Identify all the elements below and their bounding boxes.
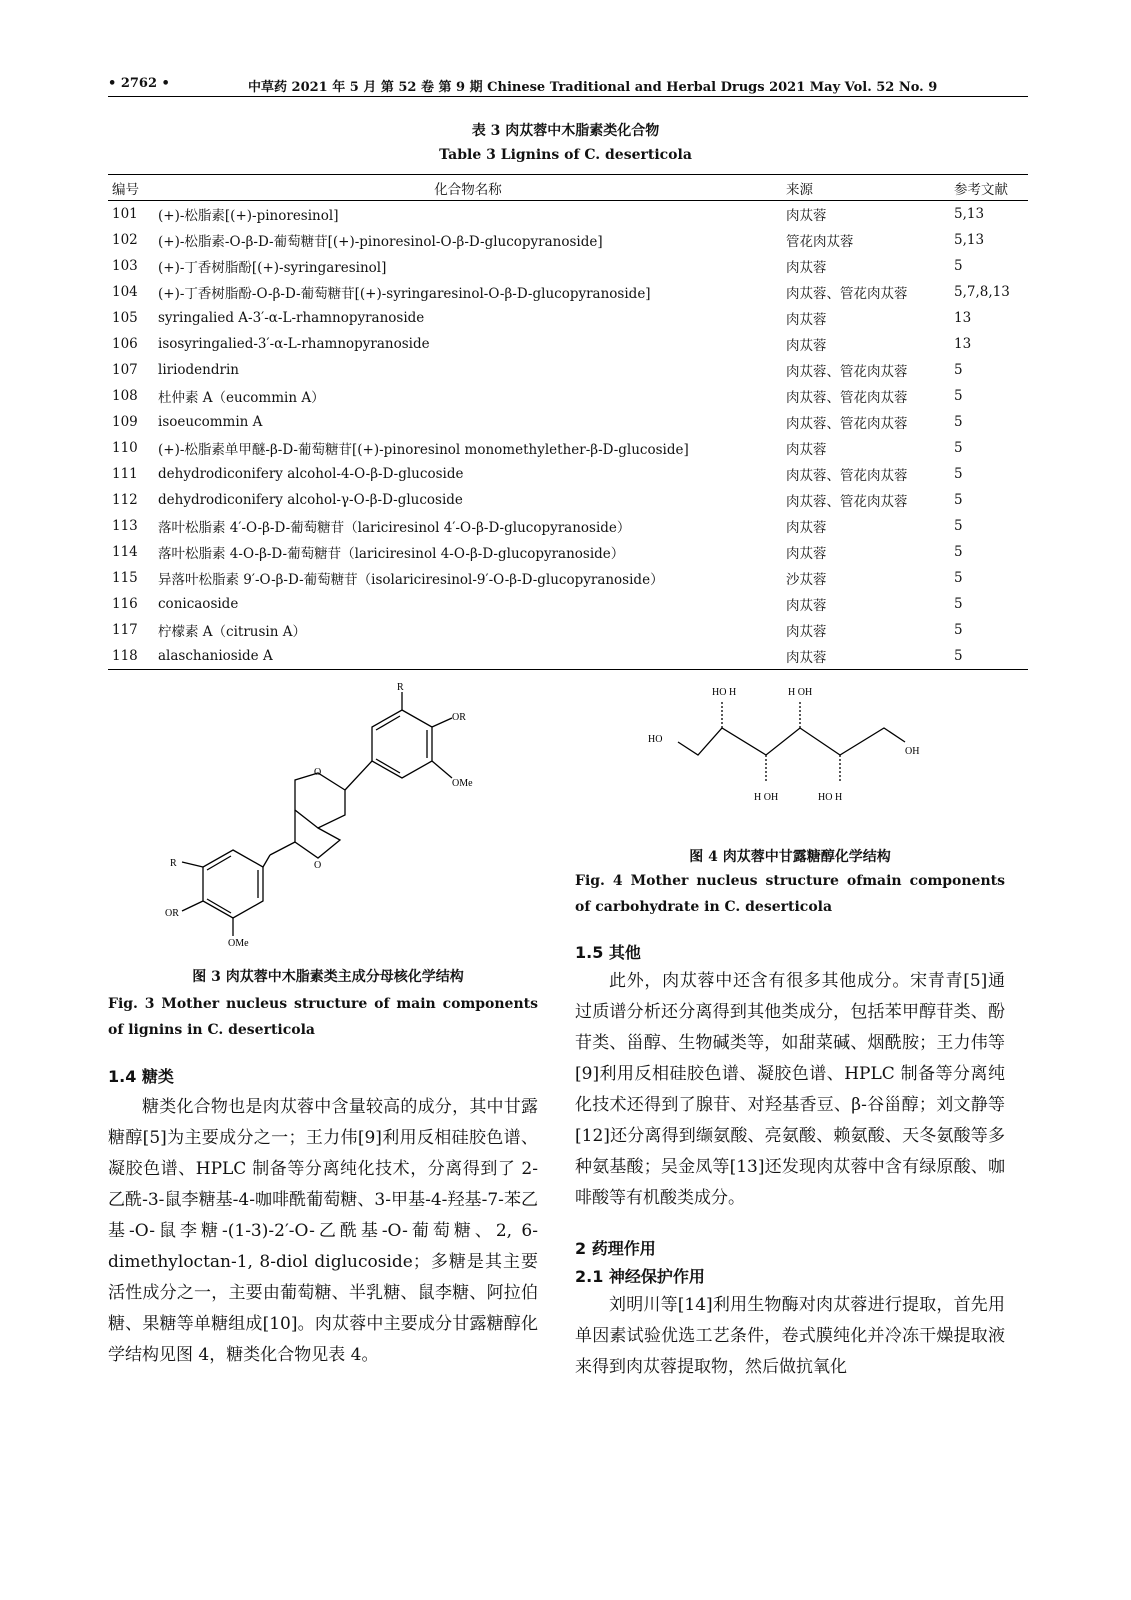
cell-reference: 5 <box>950 643 1028 670</box>
section-2-1-title: 2.1 神经保护作用 <box>575 1267 705 1286</box>
cell-no: 103 <box>112 258 138 274</box>
cell-reference: 13 <box>954 336 972 352</box>
table-row <box>108 357 1028 383</box>
section-2-title: 2 药理作用 <box>575 1239 656 1258</box>
cell-source: 肉苁蓉 <box>786 624 827 640</box>
cell-source: 肉苁蓉、管花肉苁蓉 <box>786 286 908 302</box>
fig3-label-ome-right: OMe <box>452 778 473 789</box>
col-header-no: 编号 <box>108 175 154 201</box>
cell-no: 113 <box>112 518 138 534</box>
cell-reference: 5 <box>954 544 963 560</box>
cell-no: 109 <box>112 414 138 430</box>
section-1-5-title: 1.5 其他 <box>575 943 641 962</box>
cell-no: 101 <box>112 206 138 222</box>
fig4-label-hoh-1: HO H <box>712 687 737 698</box>
fig3-label-or-left: OR <box>165 908 179 919</box>
cell-source: 肉苁蓉 <box>786 260 827 276</box>
table-row <box>108 383 1028 409</box>
cell-reference: 5,13 <box>954 206 985 222</box>
cell-compound-name: syringalied A-3′-α-L-rhamnopyranoside <box>158 310 425 326</box>
fig4-label-hoh2-1: H OH <box>788 687 813 698</box>
table-row <box>108 643 1028 670</box>
section-1-5-text: 此外，肉苁蓉中还含有很多其他成分。宋青青[5]通过质谱分析还分离得到其他类成分，包括苯甲醇苷类、酚苷类、甾醇、生物碱类等，如甜菜碱、烟酰胺；王力伟等[9]利用反相硅胶色谱、凝胶色谱、HPLC 制备等分离纯化技术还得到了腺苷、对羟基香豆、β-谷甾醇；刘文静等[12]还分离得到缬氨酸、亮氨酸、赖氨酸、天冬氨酸等多种氨基酸；吴金凤等[13]还发现肉苁蓉中含有绿原酸、咖啡酸等有机酸类成分。 <box>575 971 1005 1208</box>
cell-compound-name: 异落叶松脂素 9′-O-β-D-葡萄糖苷（isolariciresinol-9′-O-β-D-glucopyranoside） <box>158 572 664 588</box>
cell-reference: 13 <box>954 310 972 326</box>
table-row <box>108 253 1028 279</box>
cell-reference: 5 <box>954 362 963 378</box>
cell-source: 肉苁蓉、管花肉苁蓉 <box>786 494 908 510</box>
cell-reference: 5 <box>954 622 963 638</box>
cell-compound-name: (+)-松脂素单甲醚-β-D-葡萄糖苷[(+)-pinoresinol monomethylether-β-D-glucoside] <box>158 442 689 458</box>
section-1-4-title: 1.4 糖类 <box>108 1067 174 1086</box>
cell-no: 116 <box>112 596 138 612</box>
col-header-name: 化合物名称 <box>154 175 782 201</box>
fig4-structure <box>640 680 940 810</box>
cell-no: 114 <box>112 544 138 560</box>
table-caption-en: Table 3 Lignins of C. deserticola <box>439 147 692 163</box>
cell-no: 105 <box>112 310 138 326</box>
fig3-label-ome-bottom: OMe <box>228 938 249 949</box>
table-row <box>108 279 1028 305</box>
cell-source: 肉苁蓉 <box>782 643 950 670</box>
cell-source: 沙苁蓉 <box>786 572 827 588</box>
cell-no: 106 <box>112 336 138 352</box>
cell-reference: 5 <box>954 466 963 482</box>
cell-source: 肉苁蓉 <box>786 442 827 458</box>
section-1-4-text: 糖类化合物也是肉苁蓉中含量较高的成分，其中甘露糖醇[5]为主要成分之一；王力伟[9]利用反相硅胶色谱、凝胶色谱、HPLC 制备等分离纯化技术，分离得到了 2-乙酰-3-鼠李糖基-4-咖啡酰葡萄糖、3-甲基-4-羟基-7-苯乙基-O-鼠李糖-(1-3)-2′-O-乙酰基-O-葡萄糖、2, 6-dimethyloctan-1, 8-diol diglucoside；多糖是其主要活性成分之一，主要由葡萄糖、半乳糖、鼠李糖、阿拉伯糖、果糖等单糖组成[10]。肉苁蓉中主要成分甘露糖醇化学结构见图 4，糖类化合物见表 4。 <box>108 1097 538 1365</box>
cell-reference: 5,13 <box>954 232 985 248</box>
cell-no: 118 <box>108 643 154 670</box>
cell-source: 肉苁蓉 <box>786 312 827 328</box>
cell-no: 111 <box>112 466 138 482</box>
table-header-row <box>108 175 1028 201</box>
cell-compound-name: (+)-松脂素-O-β-D-葡萄糖苷[(+)-pinoresinol-O-β-D-glucopyranoside] <box>158 234 603 250</box>
cell-compound-name: 杜仲素 A（eucommin A） <box>158 390 325 406</box>
table-row <box>108 513 1028 539</box>
cell-reference: 5,7,8,13 <box>954 284 1010 300</box>
cell-no: 107 <box>112 362 138 378</box>
cell-compound-name: isoeucommin A <box>158 414 263 430</box>
cell-compound-name: 柠檬素 A（citrusin A） <box>158 624 306 640</box>
cell-reference: 5 <box>954 414 963 430</box>
cell-no: 110 <box>112 440 138 456</box>
cell-source: 肉苁蓉 <box>786 208 827 224</box>
cell-compound-name: (+)-丁香树脂酚[(+)-syringaresinol] <box>158 260 387 276</box>
cell-reference: 5 <box>954 518 963 534</box>
col-header-source: 来源 <box>782 175 950 201</box>
cell-compound-name: dehydrodiconifery alcohol-γ-O-β-D-glucoside <box>158 492 463 508</box>
cell-reference: 5 <box>954 440 963 456</box>
cell-source: 肉苁蓉 <box>786 338 827 354</box>
cell-compound-name: 落叶松脂素 4-O-β-D-葡萄糖苷（lariciresinol 4-O-β-D-glucopyranoside） <box>158 546 625 562</box>
fig4-caption-en: Fig. 4 Mother nucleus structure ofmain components of carbohydrate in C. deserticola <box>575 873 1005 915</box>
section-2-1-text: 刘明川等[14]利用生物酶对肉苁蓉进行提取，首先用单因素试验优选工艺条件，卷式膜纯化并冷冻干燥提取液来得到肉苁蓉提取物，然后做抗氧化 <box>575 1295 1005 1377</box>
fig4-label-hoh2-2: H OH <box>754 792 779 803</box>
cell-no: 104 <box>112 284 138 300</box>
table-row <box>108 227 1028 253</box>
fig3-caption-en: Fig. 3 Mother nucleus structure of main components of lignins in C. deserticola <box>108 996 538 1038</box>
section-1-4-body <box>108 1092 538 1371</box>
cell-reference: 5 <box>954 570 963 586</box>
cell-source: 肉苁蓉 <box>786 598 827 614</box>
cell-no: 102 <box>112 232 138 248</box>
cell-compound-name: liriodendrin <box>158 362 239 378</box>
table-row <box>108 409 1028 435</box>
cell-source: 肉苁蓉、管花肉苁蓉 <box>786 390 908 406</box>
cell-compound-name: alaschanioside A <box>154 643 782 670</box>
table-row <box>108 461 1028 487</box>
cell-no: 115 <box>112 570 138 586</box>
table-row <box>108 435 1028 461</box>
cell-no: 112 <box>112 492 138 508</box>
running-header <box>108 74 1028 96</box>
fig3-label-or-right: OR <box>452 712 466 723</box>
table-row <box>108 201 1028 228</box>
cell-reference: 5 <box>954 388 963 404</box>
cell-compound-name: (+)-丁香树脂酚-O-β-D-葡萄糖苷[(+)-syringaresinol-O-β-D-glucopyranoside] <box>158 286 651 302</box>
table-row <box>108 565 1028 591</box>
section-2-1-body <box>575 1290 1005 1383</box>
cell-compound-name: dehydrodiconifery alcohol-4-O-β-D-glucoside <box>158 466 464 482</box>
cell-compound-name: isosyringalied-3′-α-L-rhamnopyranoside <box>158 336 430 352</box>
cell-reference: 5 <box>954 258 963 274</box>
fig4-label-ho: HO <box>648 734 663 745</box>
table-row <box>108 305 1028 331</box>
page-number: • 2762 • <box>108 76 170 91</box>
cell-source: 肉苁蓉 <box>786 546 827 562</box>
fig3-caption-cn: 图 3 肉苁蓉中木脂素类主成分母核化学结构 <box>192 969 464 985</box>
fig4-label-oh: OH <box>905 746 920 757</box>
fig3-label-r-left: R <box>170 858 177 869</box>
cell-no: 117 <box>112 622 138 638</box>
fig4-label-hoh-2: HO H <box>818 792 843 803</box>
fig4-caption-cn: 图 4 肉苁蓉中甘露糖醇化学结构 <box>689 849 891 865</box>
cell-reference: 5 <box>954 492 963 508</box>
cell-no: 108 <box>112 388 138 404</box>
cell-source: 肉苁蓉、管花肉苁蓉 <box>786 468 908 484</box>
cell-source: 肉苁蓉、管花肉苁蓉 <box>786 364 908 380</box>
fig3-structure <box>140 680 540 965</box>
cell-source: 肉苁蓉、管花肉苁蓉 <box>786 416 908 432</box>
table-row <box>108 617 1028 643</box>
cell-source: 管花肉苁蓉 <box>786 234 854 250</box>
col-header-ref: 参考文献 <box>950 175 1028 201</box>
cell-compound-name: 落叶松脂素 4′-O-β-D-葡萄糖苷（lariciresinol 4′-O-β-D-glucopyranoside） <box>158 520 631 536</box>
fig3-label-o-bottom: O <box>314 860 322 871</box>
cell-compound-name: (+)-松脂素[(+)-pinoresinol] <box>158 208 339 224</box>
journal-info: 中草药 2021 年 5 月 第 52 卷 第 9 期 Chinese Traditional and Herbal Drugs 2021 May Vol. 52 No. 9 <box>248 80 938 95</box>
fig3-label-o-top: O <box>314 767 322 778</box>
table-row <box>108 487 1028 513</box>
cell-reference: 5 <box>954 596 963 612</box>
header-rule <box>108 96 1028 97</box>
table-caption-cn: 表 3 肉苁蓉中木脂素类化合物 <box>471 123 660 139</box>
cell-compound-name: conicaoside <box>158 596 239 612</box>
fig3-label-r-top: R <box>397 682 404 693</box>
lignin-table <box>108 174 1028 670</box>
table-row <box>108 331 1028 357</box>
section-1-5-body <box>575 966 1005 1214</box>
cell-source: 肉苁蓉 <box>786 520 827 536</box>
table-row <box>108 591 1028 617</box>
table-row <box>108 539 1028 565</box>
